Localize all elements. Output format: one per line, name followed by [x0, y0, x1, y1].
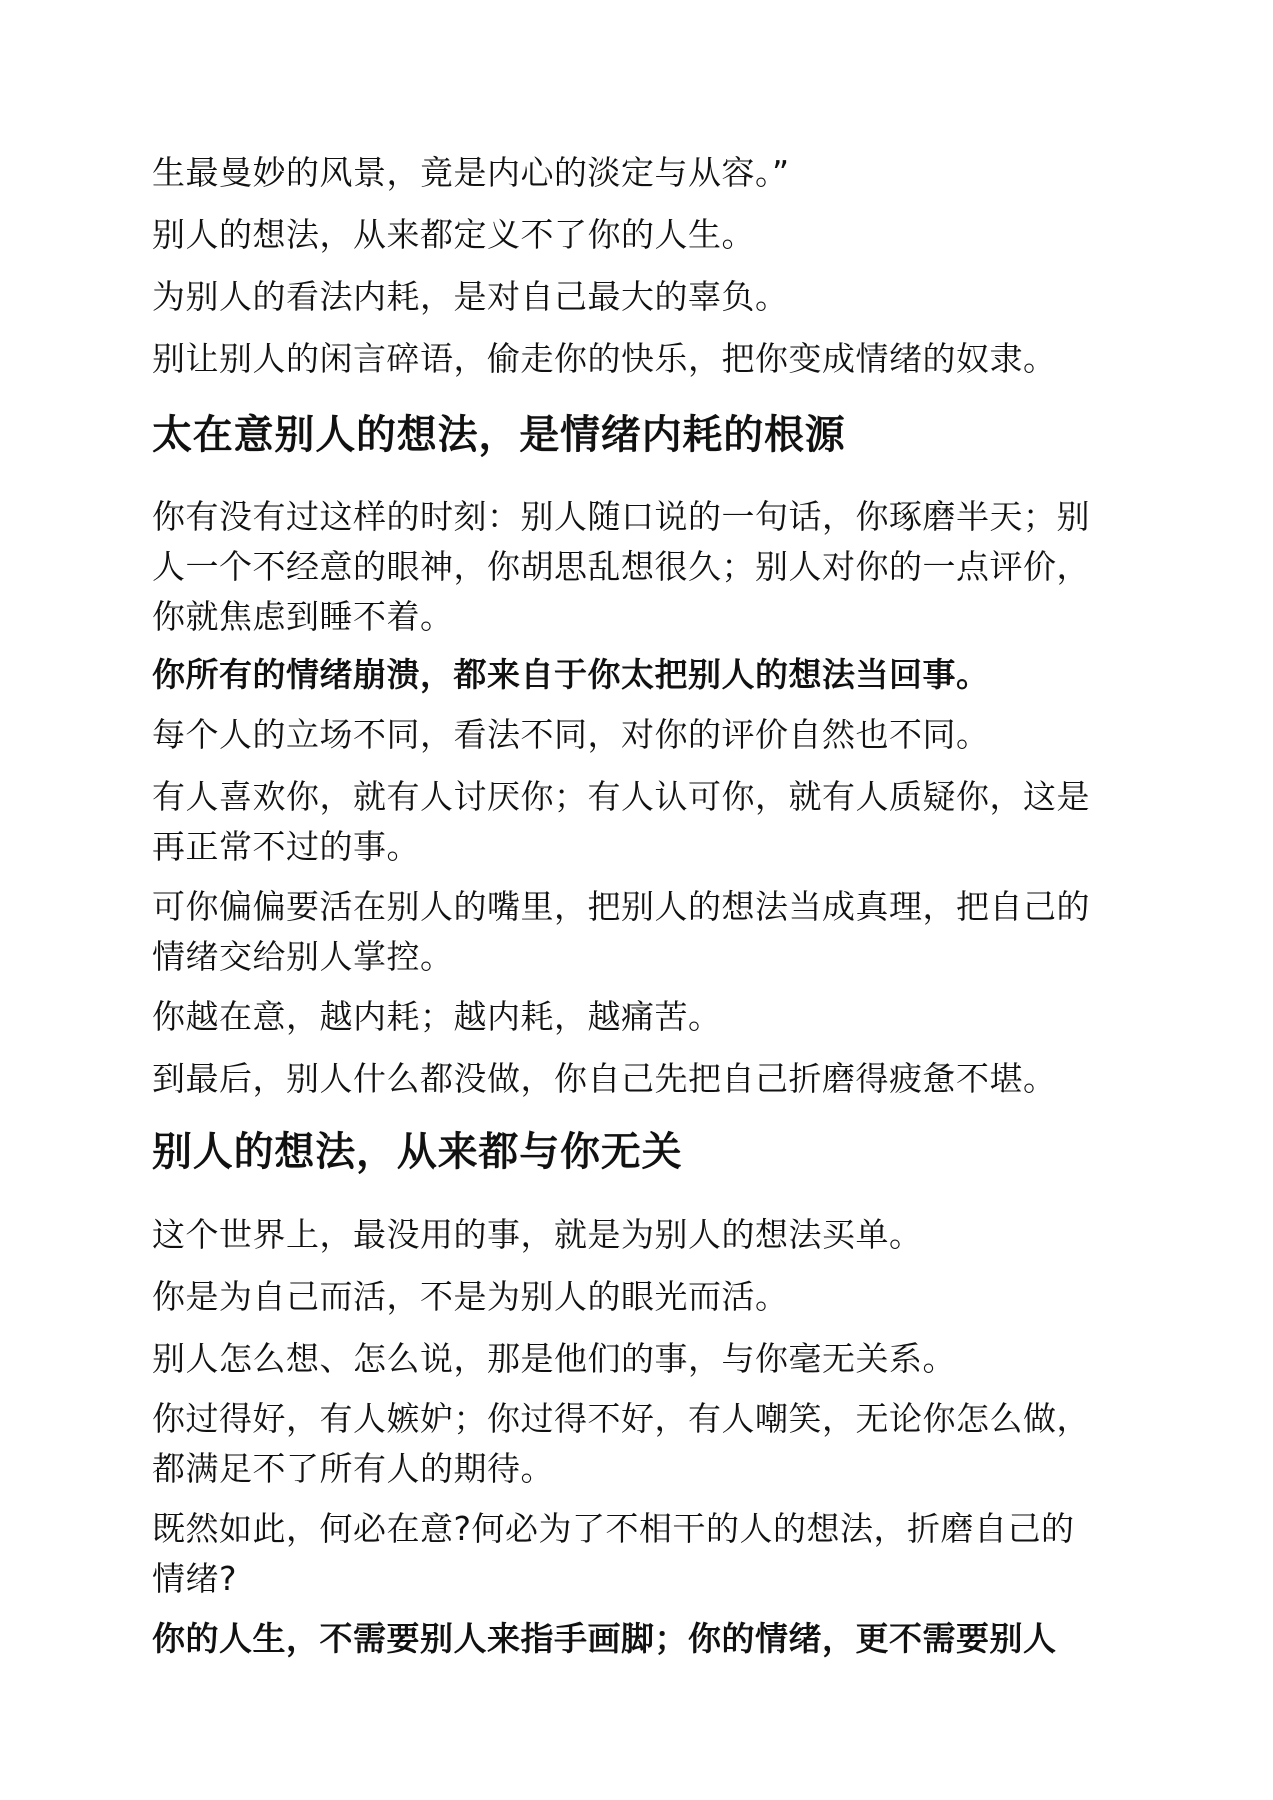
paragraph-line: 再正常不过的事。 — [152, 827, 420, 866]
paragraph-line: 你就焦虑到睡不着。 — [152, 597, 454, 636]
paragraph: 你越在意，越内耗；越内耗，越痛苦。 — [152, 997, 722, 1036]
paragraph: 这个世界上，最没用的事，就是为别人的想法买单。 — [152, 1215, 923, 1254]
paragraph: 别人怎么想、怎么说，那是他们的事，与你毫无关系。 — [152, 1339, 956, 1378]
paragraph-line: 可你偏偏要活在别人的嘴里，把别人的想法当成真理，把自己的 — [152, 887, 1090, 926]
paragraph-line: 既然如此，何必在意?何必为了不相干的人的想法，折磨自己的 — [152, 1509, 1075, 1548]
paragraph: 别人的想法，从来都定义不了你的人生。 — [152, 215, 755, 254]
bold-paragraph: 你的人生，不需要别人来指手画脚；你的情绪，更不需要别人 — [152, 1619, 1057, 1658]
bold-paragraph: 你所有的情绪崩溃，都来自于你太把别人的想法当回事。 — [152, 655, 990, 694]
section-heading: 别人的想法，从来都与你无关 — [152, 1129, 683, 1175]
paragraph-line: 都满足不了所有人的期待。 — [152, 1449, 554, 1488]
paragraph-line: 你有没有过这样的时刻：别人随口说的一句话，你琢磨半天；别 — [152, 497, 1090, 536]
paragraph-line: 你过得好，有人嫉妒；你过得不好，有人嘲笑，无论你怎么做， — [152, 1399, 1090, 1438]
paragraph-line: 情绪? — [152, 1559, 238, 1598]
paragraph: 到最后，别人什么都没做，你自己先把自己折磨得疲惫不堪。 — [152, 1059, 1057, 1098]
paragraph: 每个人的立场不同，看法不同，对你的评价自然也不同。 — [152, 715, 990, 754]
paragraph: 为别人的看法内耗，是对自己最大的辜负。 — [152, 277, 789, 316]
paragraph-line: 有人喜欢你，就有人讨厌你；有人认可你，就有人质疑你，这是 — [152, 777, 1090, 816]
paragraph-line: 情绪交给别人掌控。 — [152, 937, 454, 976]
section-heading: 太在意别人的想法，是情绪内耗的根源 — [152, 412, 846, 458]
paragraph: 你是为自己而活，不是为别人的眼光而活。 — [152, 1277, 789, 1316]
paragraph-line: 人一个不经意的眼神，你胡思乱想很久；别人对你的一点评价， — [152, 547, 1090, 586]
paragraph-quote-ending: 生最曼妙的风景，竟是内心的淡定与从容。” — [152, 153, 790, 192]
paragraph: 别让别人的闲言碎语，偷走你的快乐，把你变成情绪的奴隶。 — [152, 339, 1057, 378]
